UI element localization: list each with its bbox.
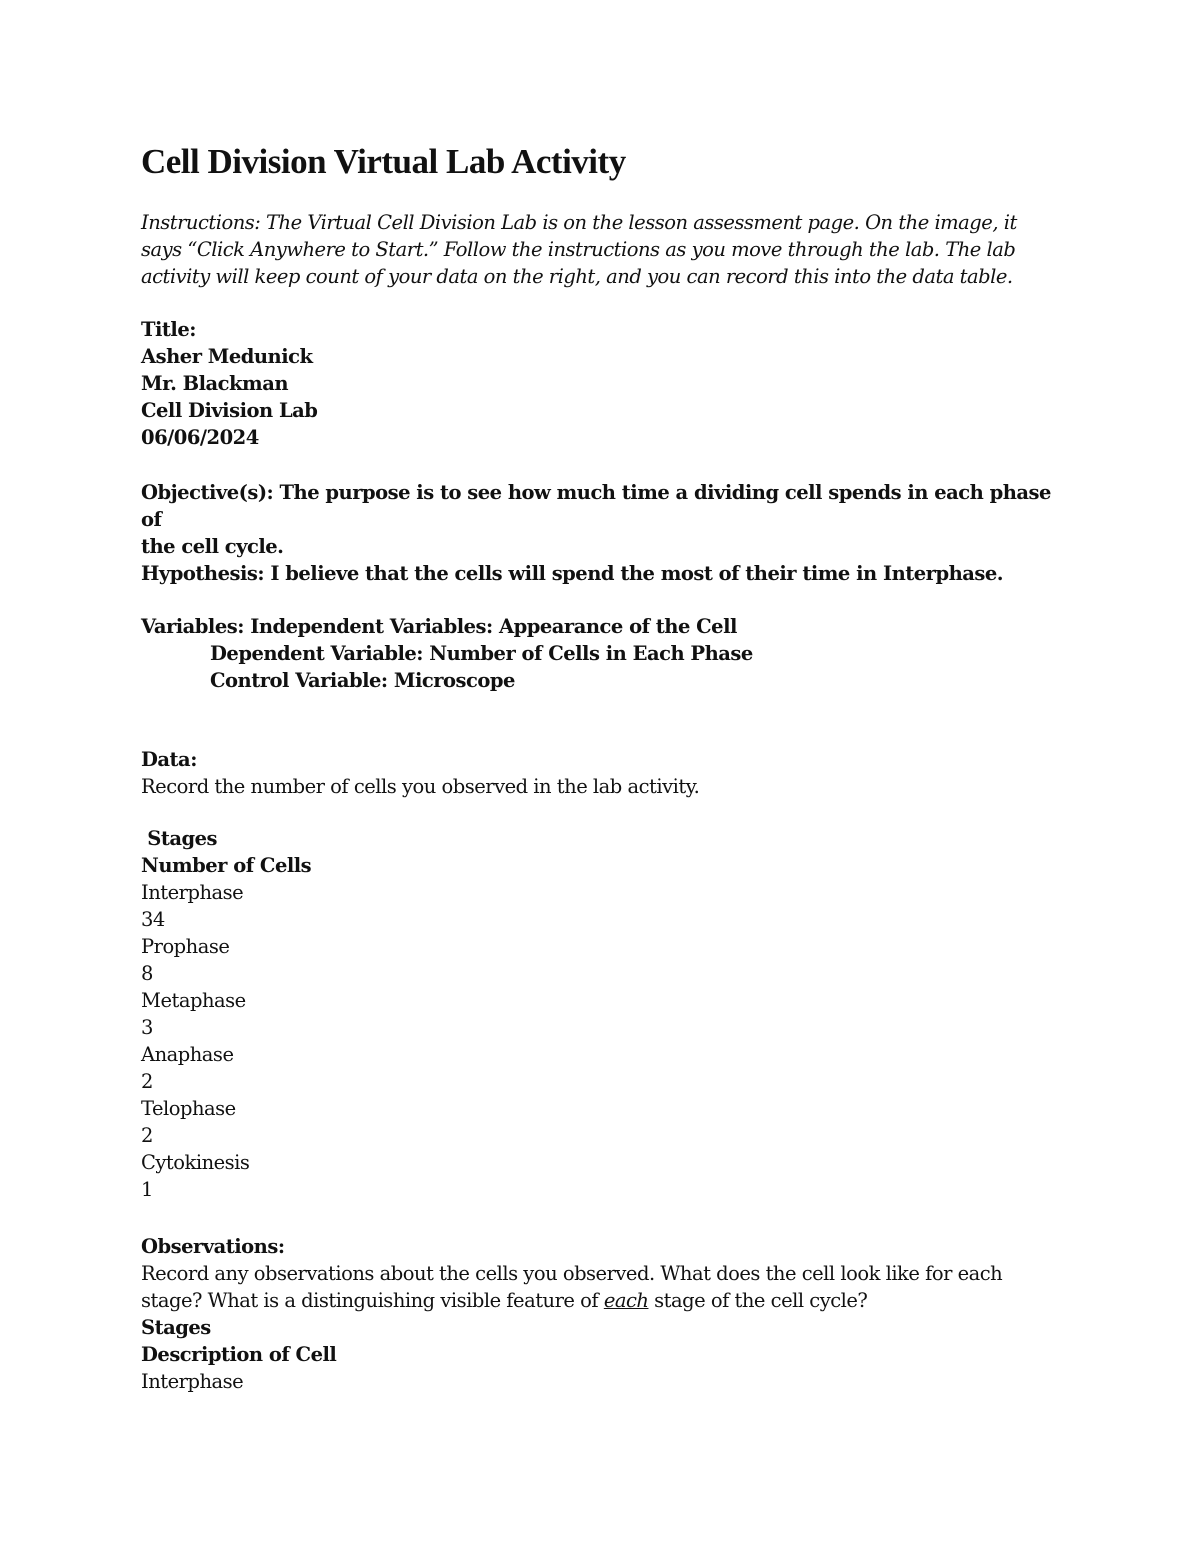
document-title: Cell Division Virtual Lab Activity: [141, 142, 626, 181]
observations-text: stage? What is a distinguishing visible feature of: [141, 1289, 604, 1312]
data-heading: Data:: [141, 748, 197, 771]
variables-section: [141, 613, 1061, 694]
stage-count: 1: [141, 1178, 153, 1201]
stage-count: 34: [141, 908, 165, 931]
variables-line: Dependent Variable: Number of Cells in Each Phase: [210, 642, 753, 665]
variables-line: Control Variable: Microscope: [210, 669, 515, 692]
observations-heading: Observations:: [141, 1235, 285, 1258]
observations-first-row: Interphase: [141, 1370, 244, 1393]
title-label: Title:: [141, 318, 196, 341]
lab-date: 06/06/2024: [141, 426, 259, 449]
stage-count: 8: [141, 962, 153, 985]
variables-line: Variables: Independent Variables: Appearance of the Cell: [141, 615, 737, 638]
student-name: Asher Medunick: [141, 345, 313, 368]
instructions-line: says “Click Anywhere to Start.” Follow the instructions as you move through the lab. The lab: [141, 238, 1016, 261]
data-col-count: Number of Cells: [141, 854, 312, 877]
stage-label: Metaphase: [141, 989, 246, 1012]
data-prompt: Record the number of cells you observed in the lab activity.: [141, 775, 700, 798]
observations-col-stages: Stages: [141, 1316, 211, 1339]
objective-line: Objective(s): The purpose is to see how much time a dividing cell spends in each phase of: [141, 481, 1051, 531]
data-rows: [141, 879, 1061, 1203]
stage-label: Cytokinesis: [141, 1151, 250, 1174]
lab-name: Cell Division Lab: [141, 399, 318, 422]
instructions-line: Instructions: The Virtual Cell Division Lab is on the lesson assessment page. On the image, it: [141, 211, 1017, 234]
instructions-line: activity will keep count of your data on the right, and you can record this into the data table.: [141, 265, 1013, 288]
stage-label: Interphase: [141, 881, 244, 904]
data-section: [141, 746, 1061, 1203]
teacher-name: Mr. Blackman: [141, 372, 289, 395]
observations-prompt-line: [141, 1287, 1061, 1314]
stage-count: 2: [141, 1070, 153, 1093]
objective-section: [141, 479, 1061, 560]
observations-emphasis: each: [603, 1289, 649, 1312]
stage-label: Telophase: [141, 1097, 236, 1120]
observations-section: [141, 1233, 1061, 1395]
stage-label: Anaphase: [141, 1043, 234, 1066]
data-col-stages: Stages: [141, 827, 218, 850]
spacer: [141, 800, 1061, 825]
stage-count: 3: [141, 1016, 153, 1039]
stage-label: Prophase: [141, 935, 230, 958]
observations-col-desc: Description of Cell: [141, 1343, 337, 1366]
observations-text: stage of the cell cycle?: [648, 1289, 868, 1312]
title-block: [141, 316, 1061, 451]
hypothesis-section: [141, 560, 1061, 587]
hypothesis-text: Hypothesis: I believe that the cells will spend the most of their time in Interphase.: [141, 562, 1004, 585]
stage-count: 2: [141, 1124, 153, 1147]
observations-prompt-line: Record any observations about the cells you observed. What does the cell look like for each: [141, 1262, 1003, 1285]
instructions-paragraph: [141, 209, 1061, 290]
objective-line: the cell cycle.: [141, 535, 284, 558]
